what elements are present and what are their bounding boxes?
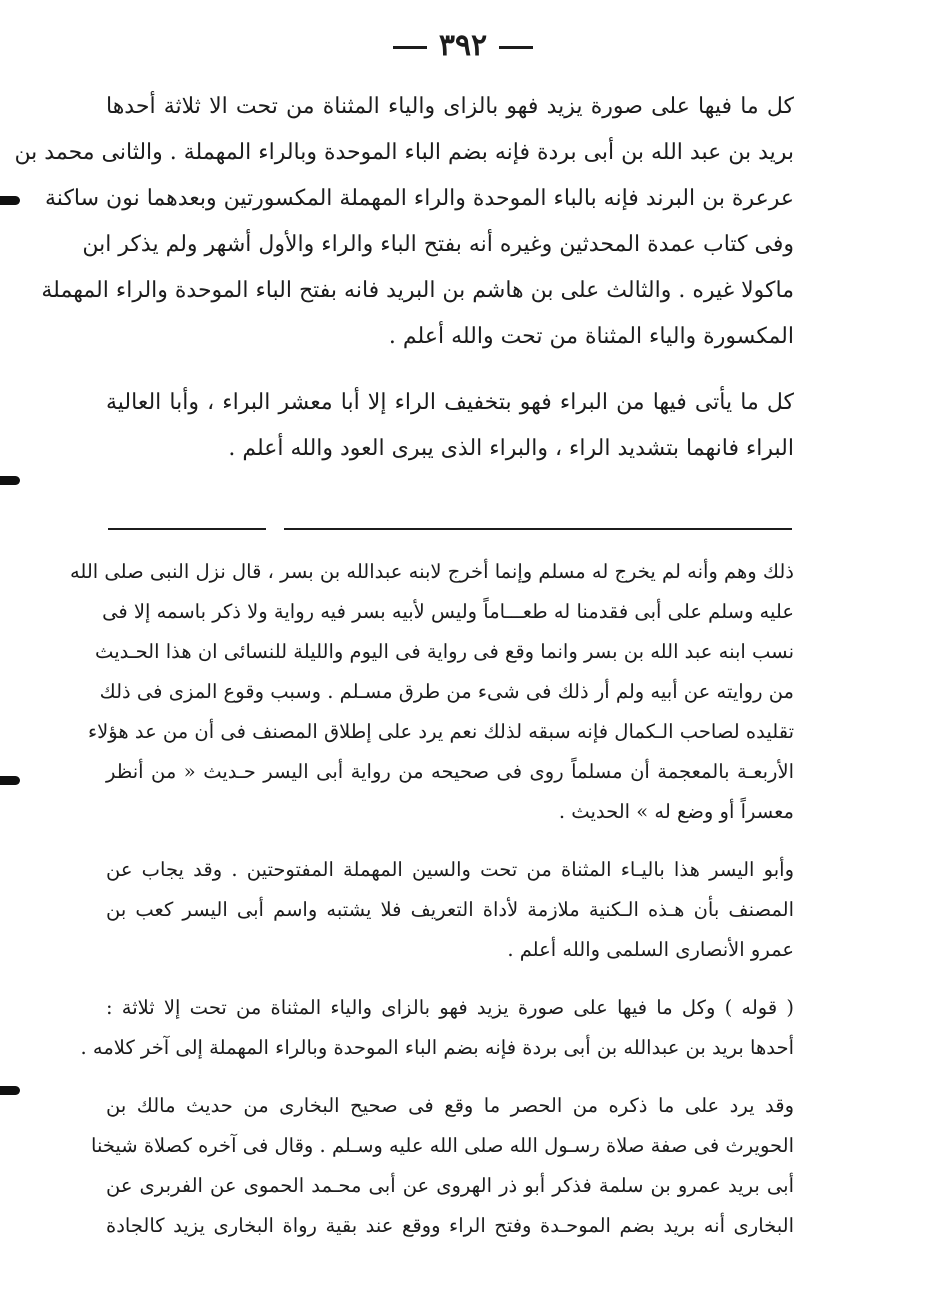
footnote-separator [108, 528, 792, 530]
footnotes [69, 552, 795, 1264]
main-text [14, 84, 794, 492]
footnote-line: ( قوله ) وكل ما فيها على صورة يزيد فهو بالزاى والياء المثناة من تحت إلا ثلاثة : [106, 996, 795, 1019]
footnote-line: أحدها بريد بن عبدالله بن أبى بردة فإنه بضم الباء الموحدة وبالراء المهملة إلى آخر كلامه . [80, 1036, 794, 1059]
footnote-line: وأبو اليسر هذا باليـاء المثناة من تحت والسين المهملة المفتوحتين . وقد يجاب عن [106, 858, 794, 881]
footnote-line: عليه وسلم على أبى فقدمنا له طعـــاماً وليس لأبيه بسر فيه رواية ولا ذكر باسمه إلا فى [102, 600, 794, 623]
footnote-paragraph [80, 988, 795, 1068]
binding-mark [0, 1086, 20, 1095]
page-number-value: ٣٩٢ [438, 28, 488, 63]
page-number [0, 28, 926, 63]
text-line: كل ما فيها على صورة يزيد فهو بالزاى والياء المثناة من تحت الا ثلاثة أحدها [106, 94, 794, 119]
binding-mark [0, 776, 20, 785]
footnote-line: عمرو الأنصارى السلمى والله أعلم . [507, 938, 794, 961]
footnote-line: البخارى أنه بريد بضم الموحـدة وفتح الراء ووقع عند بقية رواة البخارى يزيد كالجادة [106, 1214, 794, 1237]
text-line: كل ما يأتى فيها من البراء فهو بتخفيف الراء إلا أبا معشر البراء ، وأبا العالية [106, 390, 794, 415]
text-line: بريد بن عبد الله بن أبى بردة فإنه بضم الباء الموحدة وبالراء المهملة . والثانى محمد بن [14, 140, 794, 165]
separator-segment [284, 528, 792, 530]
text-line: البراء فانهما بتشديد الراء ، والبراء الذى يبرى العود والله أعلم . [228, 436, 794, 461]
text-line: عرعرة بن البرند فإنه بالباء الموحدة والراء المهملة المكسورتين وبعدهما نون ساكنة [45, 186, 794, 211]
binding-mark [0, 476, 20, 485]
footnote-line: وقد يرد على ما ذكره من الحصر ما وقع فى صحيح البخارى من حديث مالك بن [106, 1094, 794, 1117]
footnote-line: الأربعـة بالمعجمة أن مسلماً روى فى صحيحه من رواية أبى اليسر حـديث « من أنظر [106, 760, 794, 783]
footnote-line: نسب ابنه عبد الله بن بسر وانما وقع فى رواية فى اليوم والليلة للنسائى ان هذا الحـديث [95, 640, 794, 663]
footnote-line: الحويرث فى صفة صلاة رسـول الله صلى الله عليه وسـلم . وقال فى آخره كصلاة شيخنا [91, 1134, 794, 1157]
main-paragraph [106, 380, 794, 472]
text-line: وفى كتاب عمدة المحدثين وغيره أنه بفتح الباء والراء والأول أشهر ولم يذكر ابن [82, 232, 794, 257]
page-number-dash-left [393, 46, 427, 49]
main-paragraph [14, 84, 794, 360]
page-number-dash-right [499, 46, 533, 49]
footnote-line: معسراً أو وضع له » الحديث . [558, 800, 794, 823]
footnote-line: أبى بريد عمرو بن سلمة فذكر أبو ذر الهروى عن أبى محـمد الحموى عن الفربرى عن [106, 1174, 794, 1197]
footnote-paragraph [69, 552, 794, 832]
footnote-paragraph [91, 1086, 794, 1246]
binding-mark [0, 196, 20, 205]
footnote-line: تقليده لصاحب الـكمال فإنه سبقه لذلك نعم يرد على إطلاق المصنف فى أن من عد هؤلاء [88, 720, 794, 743]
footnote-line: ذلك وهم وأنه لم يخرج له مسلم وإنما أخرج لابنه عبدالله بن بسر ، قال نزل النبى صلى الله [69, 560, 794, 583]
text-line: ماكولا غيره . والثالث على بن هاشم بن البريد فانه بفتح الباء الموحدة والراء المهملة [41, 278, 794, 303]
footnote-line: المصنف بأن هـذه الـكنية ملازمة لأداة التعريف فلا يشتبه واسم أبى اليسر كعب بن [106, 898, 794, 921]
footnote-paragraph [106, 850, 794, 970]
text-line: المكسورة والياء المثناة من تحت والله أعلم . [388, 324, 794, 349]
separator-segment [108, 528, 266, 530]
footnote-line: من روايته عن أبيه ولم أر ذلك فى شىء من طرق مسـلم . وسبب وقوع المزى فى ذلك [99, 680, 794, 703]
